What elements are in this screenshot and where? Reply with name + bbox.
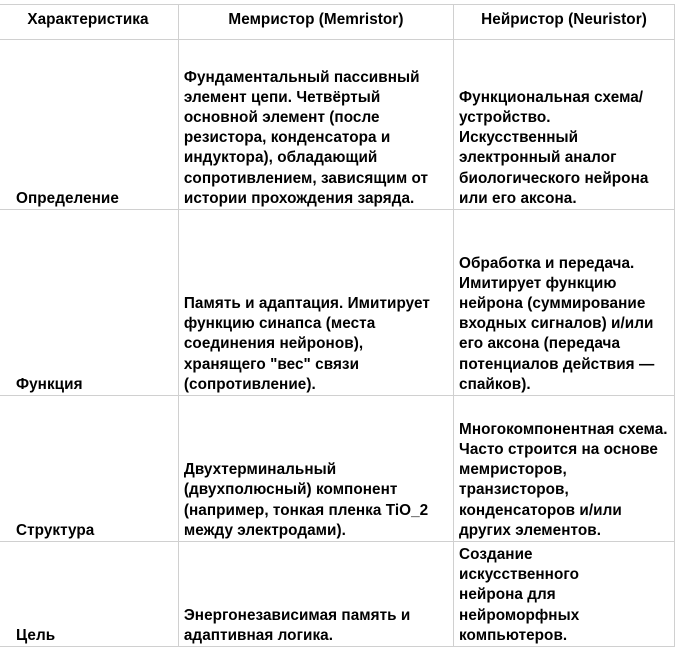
neuristor-cell[interactable]: Создание искусственного нейрона для нейроморфных компьютеров. [454,542,675,647]
row-label-cell[interactable]: Определение [0,40,178,210]
table-row [0,396,675,542]
table-row [0,40,675,210]
memristor-cell[interactable]: Энергонезависимая память и адаптивная логика. [178,542,453,647]
row-label-cell[interactable]: Функция [0,210,178,396]
memristor-cell[interactable]: Фундаментальный пассивный элемент цепи. Четвёртый основной элемент (после резистора, конденсатора и индуктора), обладающий сопротивлением, зависящим от истории прохождения заряда. [178,40,453,210]
row-label-cell[interactable]: Структура [0,396,178,542]
header-cell-neuristor[interactable]: Нейристор (Neuristor) [454,5,675,40]
row-label-cell[interactable]: Цель [0,542,178,647]
neuristor-cell[interactable]: Многокомпонентная схема. Часто строится на основе мемристоров, транзисторов, конденсаторов и/или других элементов. [454,396,675,542]
table-header-row [0,5,675,40]
memristor-cell[interactable]: Память и адаптация. Имитирует функцию синапса (места соединения нейронов), хранящего "вес" связи (сопротивление). [178,210,453,396]
memristor-cell[interactable]: Двухтерминальный (двухполюсный) компонент (например, тонкая пленка TiO_2 между электродами). [178,396,453,542]
header-cell-memristor[interactable]: Мемристор (Memristor) [178,5,453,40]
table-row [0,542,675,647]
neuristor-cell[interactable]: Функциональная схема/устройство. Искусственный электронный аналог биологического нейрона или его аксона. [454,40,675,210]
comparison-table [0,4,675,647]
neuristor-cell[interactable]: Обработка и передача. Имитирует функцию нейрона (суммирование входных сигналов) и/или его аксона (передача потенциалов действия — спайков). [454,210,675,396]
table-row [0,210,675,396]
header-cell-characteristic[interactable]: Характеристика [0,5,178,40]
